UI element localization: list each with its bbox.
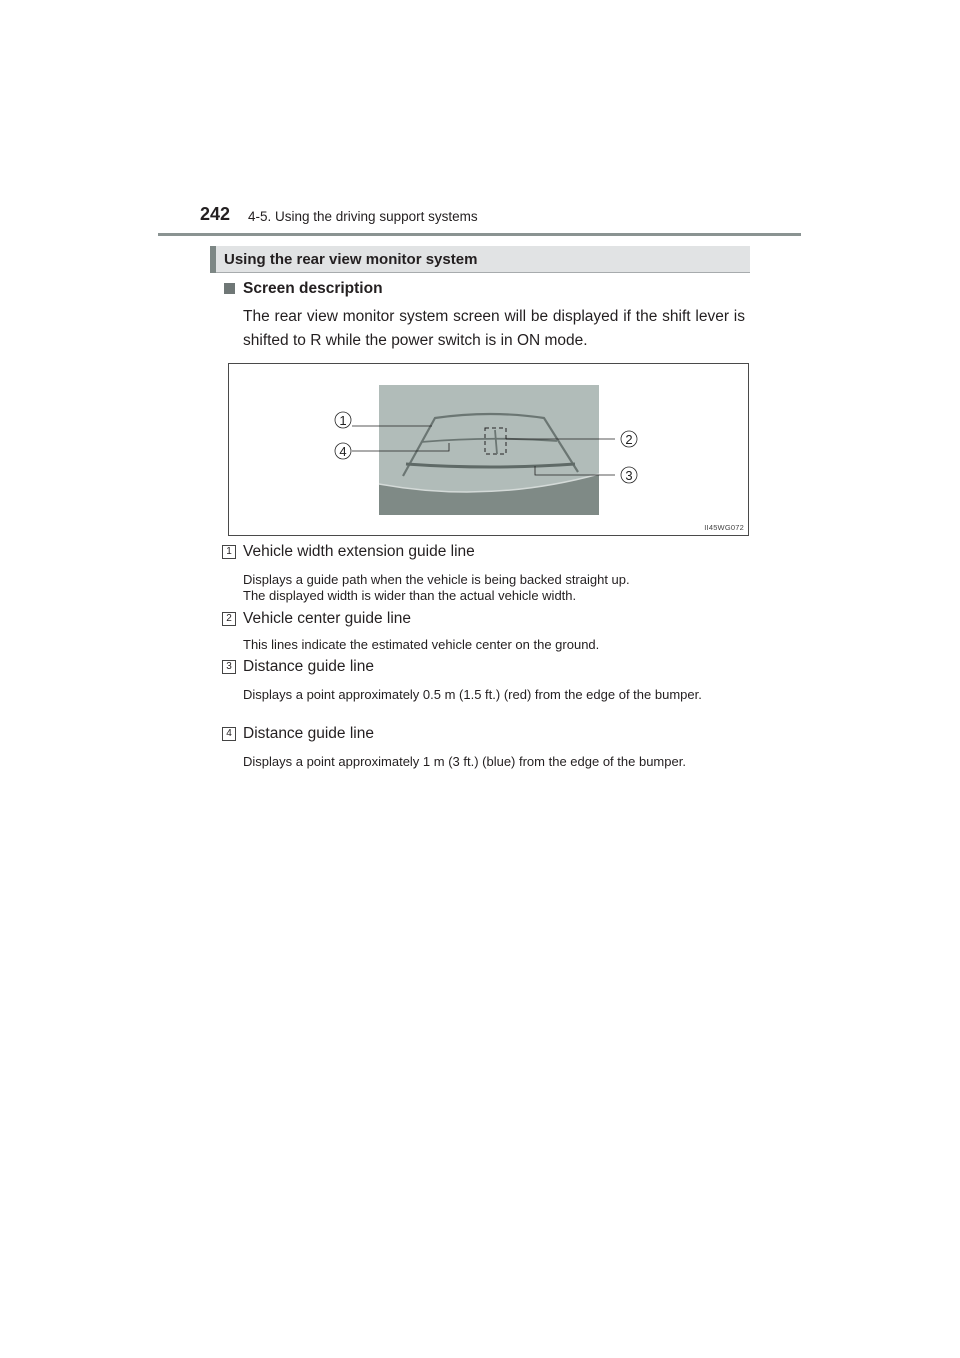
callout-1 <box>335 412 351 428</box>
section-title: Using the rear view monitor system <box>224 251 478 268</box>
intro-paragraph: The rear view monitor system screen will be displayed if the shift lever is shifted to R while the power switch is in ON mode. <box>243 308 745 349</box>
item-number-3: 3 <box>222 660 236 674</box>
callout-4 <box>335 443 351 459</box>
running-header: 4-5. Using the driving support systems <box>248 209 478 224</box>
item-desc-2: This lines indicate the estimated vehicle center on the ground. <box>243 637 600 652</box>
item-number-1: 1 <box>222 545 236 559</box>
item-title-3: Distance guide line <box>243 658 374 675</box>
page-number: 242 <box>200 204 231 224</box>
item-title-4: Distance guide line <box>243 725 374 742</box>
item-desc-4: Displays a point approximately 1 m (3 ft.) (blue) from the edge of the bumper. <box>243 754 686 769</box>
square-bullet-icon <box>224 283 235 294</box>
callout-2 <box>621 431 637 447</box>
item-desc-1: Displays a guide path when the vehicle is being backed straight up. The displayed width is wider than the actual vehicle width. <box>243 572 630 603</box>
section-accent <box>210 246 216 273</box>
item-desc-3: Displays a point approximately 0.5 m (1.5 ft.) (red) from the edge of the bumper. <box>243 687 702 702</box>
item-title-2: Vehicle center guide line <box>243 610 412 627</box>
subheading: Screen description <box>243 280 383 297</box>
header-rule <box>158 233 801 236</box>
monitor-screen-illustration <box>229 364 748 535</box>
item-number-4: 4 <box>222 727 236 741</box>
svg-text:3: 3 <box>625 468 633 483</box>
section-title-bar <box>210 246 750 273</box>
item-title-1: Vehicle width extension guide line <box>243 543 475 560</box>
rear-view-monitor-figure <box>228 363 749 536</box>
callout-3 <box>621 467 637 483</box>
svg-text:4: 4 <box>339 444 347 459</box>
item-number-2: 2 <box>222 612 236 626</box>
svg-text:2: 2 <box>625 432 633 447</box>
figure-code: II45WG072 <box>704 523 744 532</box>
svg-text:1: 1 <box>339 413 347 428</box>
